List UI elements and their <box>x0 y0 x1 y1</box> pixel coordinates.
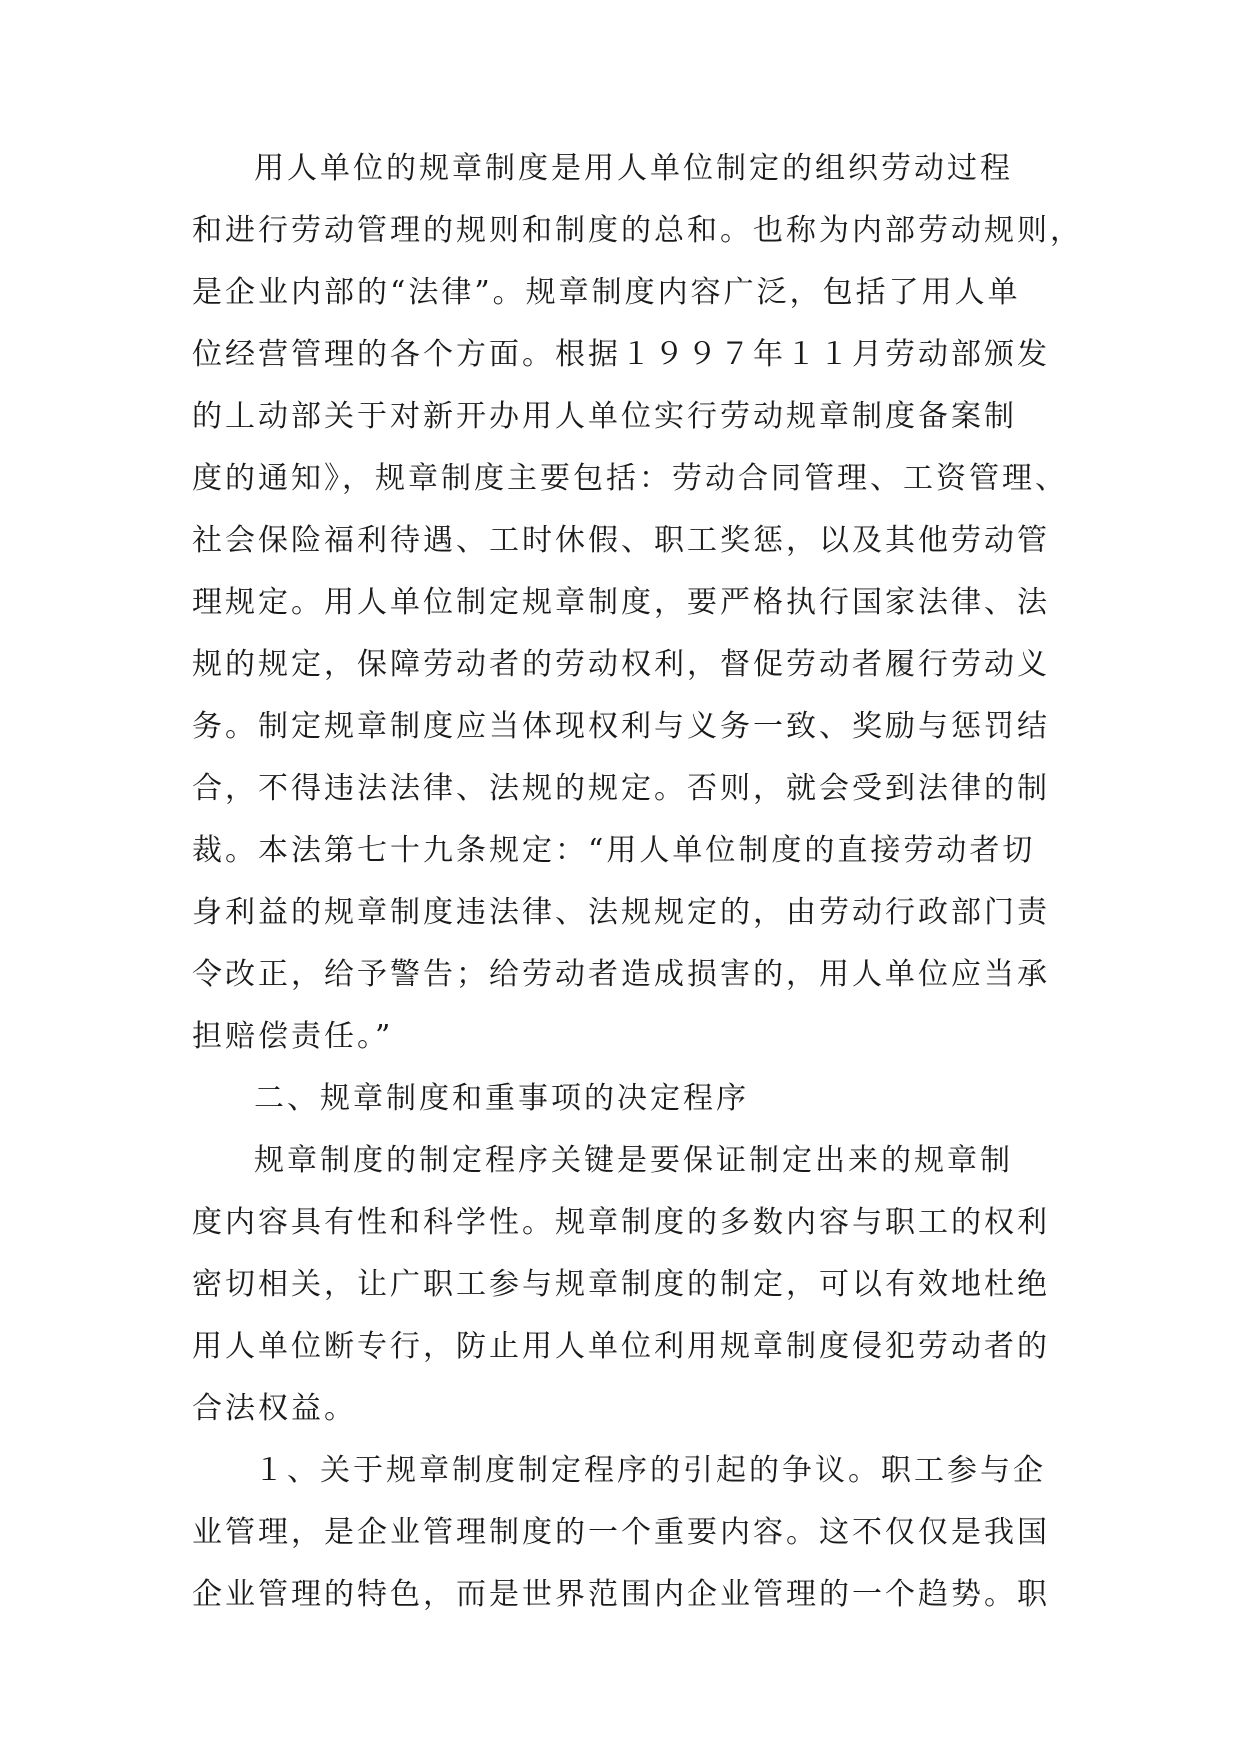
paragraph-line: 社会保险福利待遇、工时休假、职工奖惩，以及其他劳动管 <box>192 523 1050 558</box>
paragraph-line: 位经营管理的各个方面。根据１９９７年１１月劳动部颁发 <box>192 337 1050 372</box>
paragraph-line: 裁。本法第七十九条规定：“用人单位制度的直接劳动者切 <box>192 833 1036 868</box>
paragraph-line: 规的规定，保障劳动者的劳动权利，督促劳动者履行劳动义 <box>192 647 1050 682</box>
paragraph-line: 规章制度的制定程序关键是要保证制定出来的规章制 <box>254 1143 1013 1178</box>
paragraph-line: 的丄动部关于对新开办用人单位实行劳动规章制度备案制 <box>192 399 1017 434</box>
paragraph-line: 用人单位断专行，防止用人单位利用规章制度侵犯劳动者的 <box>192 1329 1050 1364</box>
paragraph-line: 身利益的规章制度违法律、法规规定的，由劳动行政部门责 <box>192 895 1050 930</box>
paragraph-line: 业管理，是企业管理制度的一个重要内容。这不仅仅是我国 <box>192 1515 1050 1550</box>
paragraph-line: 密切相关，让广职工参与规章制度的制定，可以有效地杜绝 <box>192 1267 1050 1302</box>
paragraph-line: 是企业内部的“法律”。规章制度内容广泛，包括了用人单 <box>192 275 1021 310</box>
paragraph-line: 务。制定规章制度应当体现权利与义务一致、奖励与惩罚结 <box>192 709 1050 744</box>
paragraph-line: 度内容具有性和科学性。规章制度的多数内容与职工的权利 <box>192 1205 1050 1240</box>
paragraph-line: 理规定。用人单位制定规章制度，要严格执行国家法律、法 <box>192 585 1050 620</box>
paragraph-line: 令改正，给予警告；给劳动者造成损害的，用人单位应当承 <box>192 957 1050 992</box>
section-heading: 二、规章制度和重事项的决定程序 <box>254 1081 749 1116</box>
paragraph-line: 合，不得违法法律、法规的规定。否则，就会受到法律的制 <box>192 771 1050 806</box>
paragraph-line: 企业管理的特色，而是世界范围内企业管理的一个趋势。职 <box>192 1577 1050 1612</box>
paragraph-line: 用人单位的规章制度是用人单位制定的组织劳动过程 <box>254 151 1013 186</box>
paragraph-line: 合法权益。 <box>192 1391 357 1426</box>
paragraph-line: 担赔偿责任。” <box>192 1019 394 1054</box>
paragraph-line: 和进行劳动管理的规则和制度的总和。也称为内部劳动规则， <box>192 213 1083 248</box>
paragraph-line: 度的通知》，规章制度主要包括：劳动合同管理、工资管理、 <box>192 461 1068 496</box>
numbered-item-line: １、关于规章制度制定程序的引起的争议。职工参与企 <box>254 1453 1046 1488</box>
